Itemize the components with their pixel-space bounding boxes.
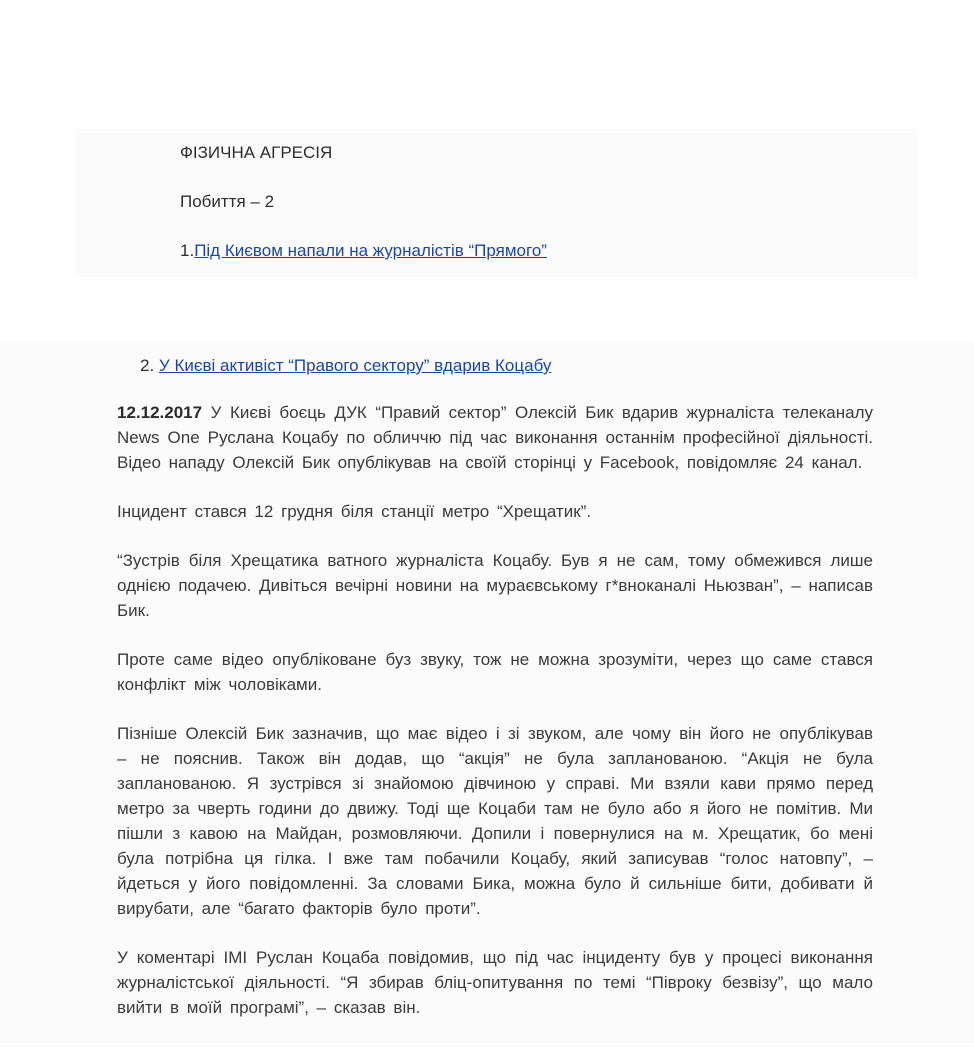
summary-box <box>75 129 918 277</box>
summary-title: ФІЗИЧНА АГРЕСІЯ <box>180 143 333 162</box>
article-paragraph <box>117 400 873 475</box>
summary-item-1-number: 1. <box>180 241 195 260</box>
article-paragraph-text: У Києві боєць ДУК “Правий сектор” Олексій Бик вдарив журналіста телеканалу News One Руслана Коцабу по обличчю під час виконання останнім професійної діяльності. Відео нападу Олексій Бик опублікував на своїй сторінці у Facebook, повідомляє 24 канал. <box>117 403 873 472</box>
article-body <box>117 400 873 1020</box>
article-paragraph: У коментарі ІМІ Руслан Коцаба повідомив, що під час інциденту був у процесі виконання журналістської діяльності. “Я збирав бліц-опитування по темі “Півроку безвізу”, що мало вийти в моїй програмі”, – сказав він. <box>117 948 873 1017</box>
article-heading-number: 2. <box>140 356 155 375</box>
summary-item-1 <box>180 240 888 262</box>
article-section <box>0 340 974 1047</box>
article-paragraph: Пізніше Олексій Бик зазначив, що має відео і зі звуком, але чому він його не опублікував – не пояснив. Також він додав, що “акція” не була запланованою. “Акція не була запланованою. Я зустрівся зі знайомою дівчиною у справі. Ми взяли кави прямо перед метро за чверть години до движу. Тоді ще Коцаби там не було або я його не помітив. Ми пішли з кавою на Майдан, розмовляючи. Допили і повернулися на м. Хрещатик, бо мені була потрібна ця гілка. І вже там побачили Коцабу, який записував “голос натовпу”, – йдеться у його повідомленні. За словами Бика, можна було й сильніше бити, добивати й вирубати, але “багато факторів було проти”. <box>117 724 873 918</box>
article-heading <box>140 355 974 377</box>
article-heading-link[interactable]: У Києві активіст “Правого сектору” вдарив Коцабу <box>158 356 552 375</box>
summary-subtitle: Побиття – 2 <box>180 192 275 211</box>
summary-item-1-link[interactable]: Під Києвом напали на журналістів “Прямого” <box>194 241 547 260</box>
article-date: 12.12.2017 <box>117 403 203 422</box>
article-paragraph: Інцидент стався 12 грудня біля станції метро “Хрещатик”. <box>117 502 592 521</box>
article-paragraph: “Зустрів біля Хрещатика ватного журналіста Коцабу. Був я не сам, тому обмежився лише однією подачею. Дивіться вечірні новини на мураєвському г*вноканалі Ньюзван”, – написав Бик. <box>117 551 873 620</box>
article-paragraph: Проте саме відео опубліковане буз звуку, тож не можна зрозуміти, через що саме стався конфлікт між чоловіками. <box>117 650 873 694</box>
